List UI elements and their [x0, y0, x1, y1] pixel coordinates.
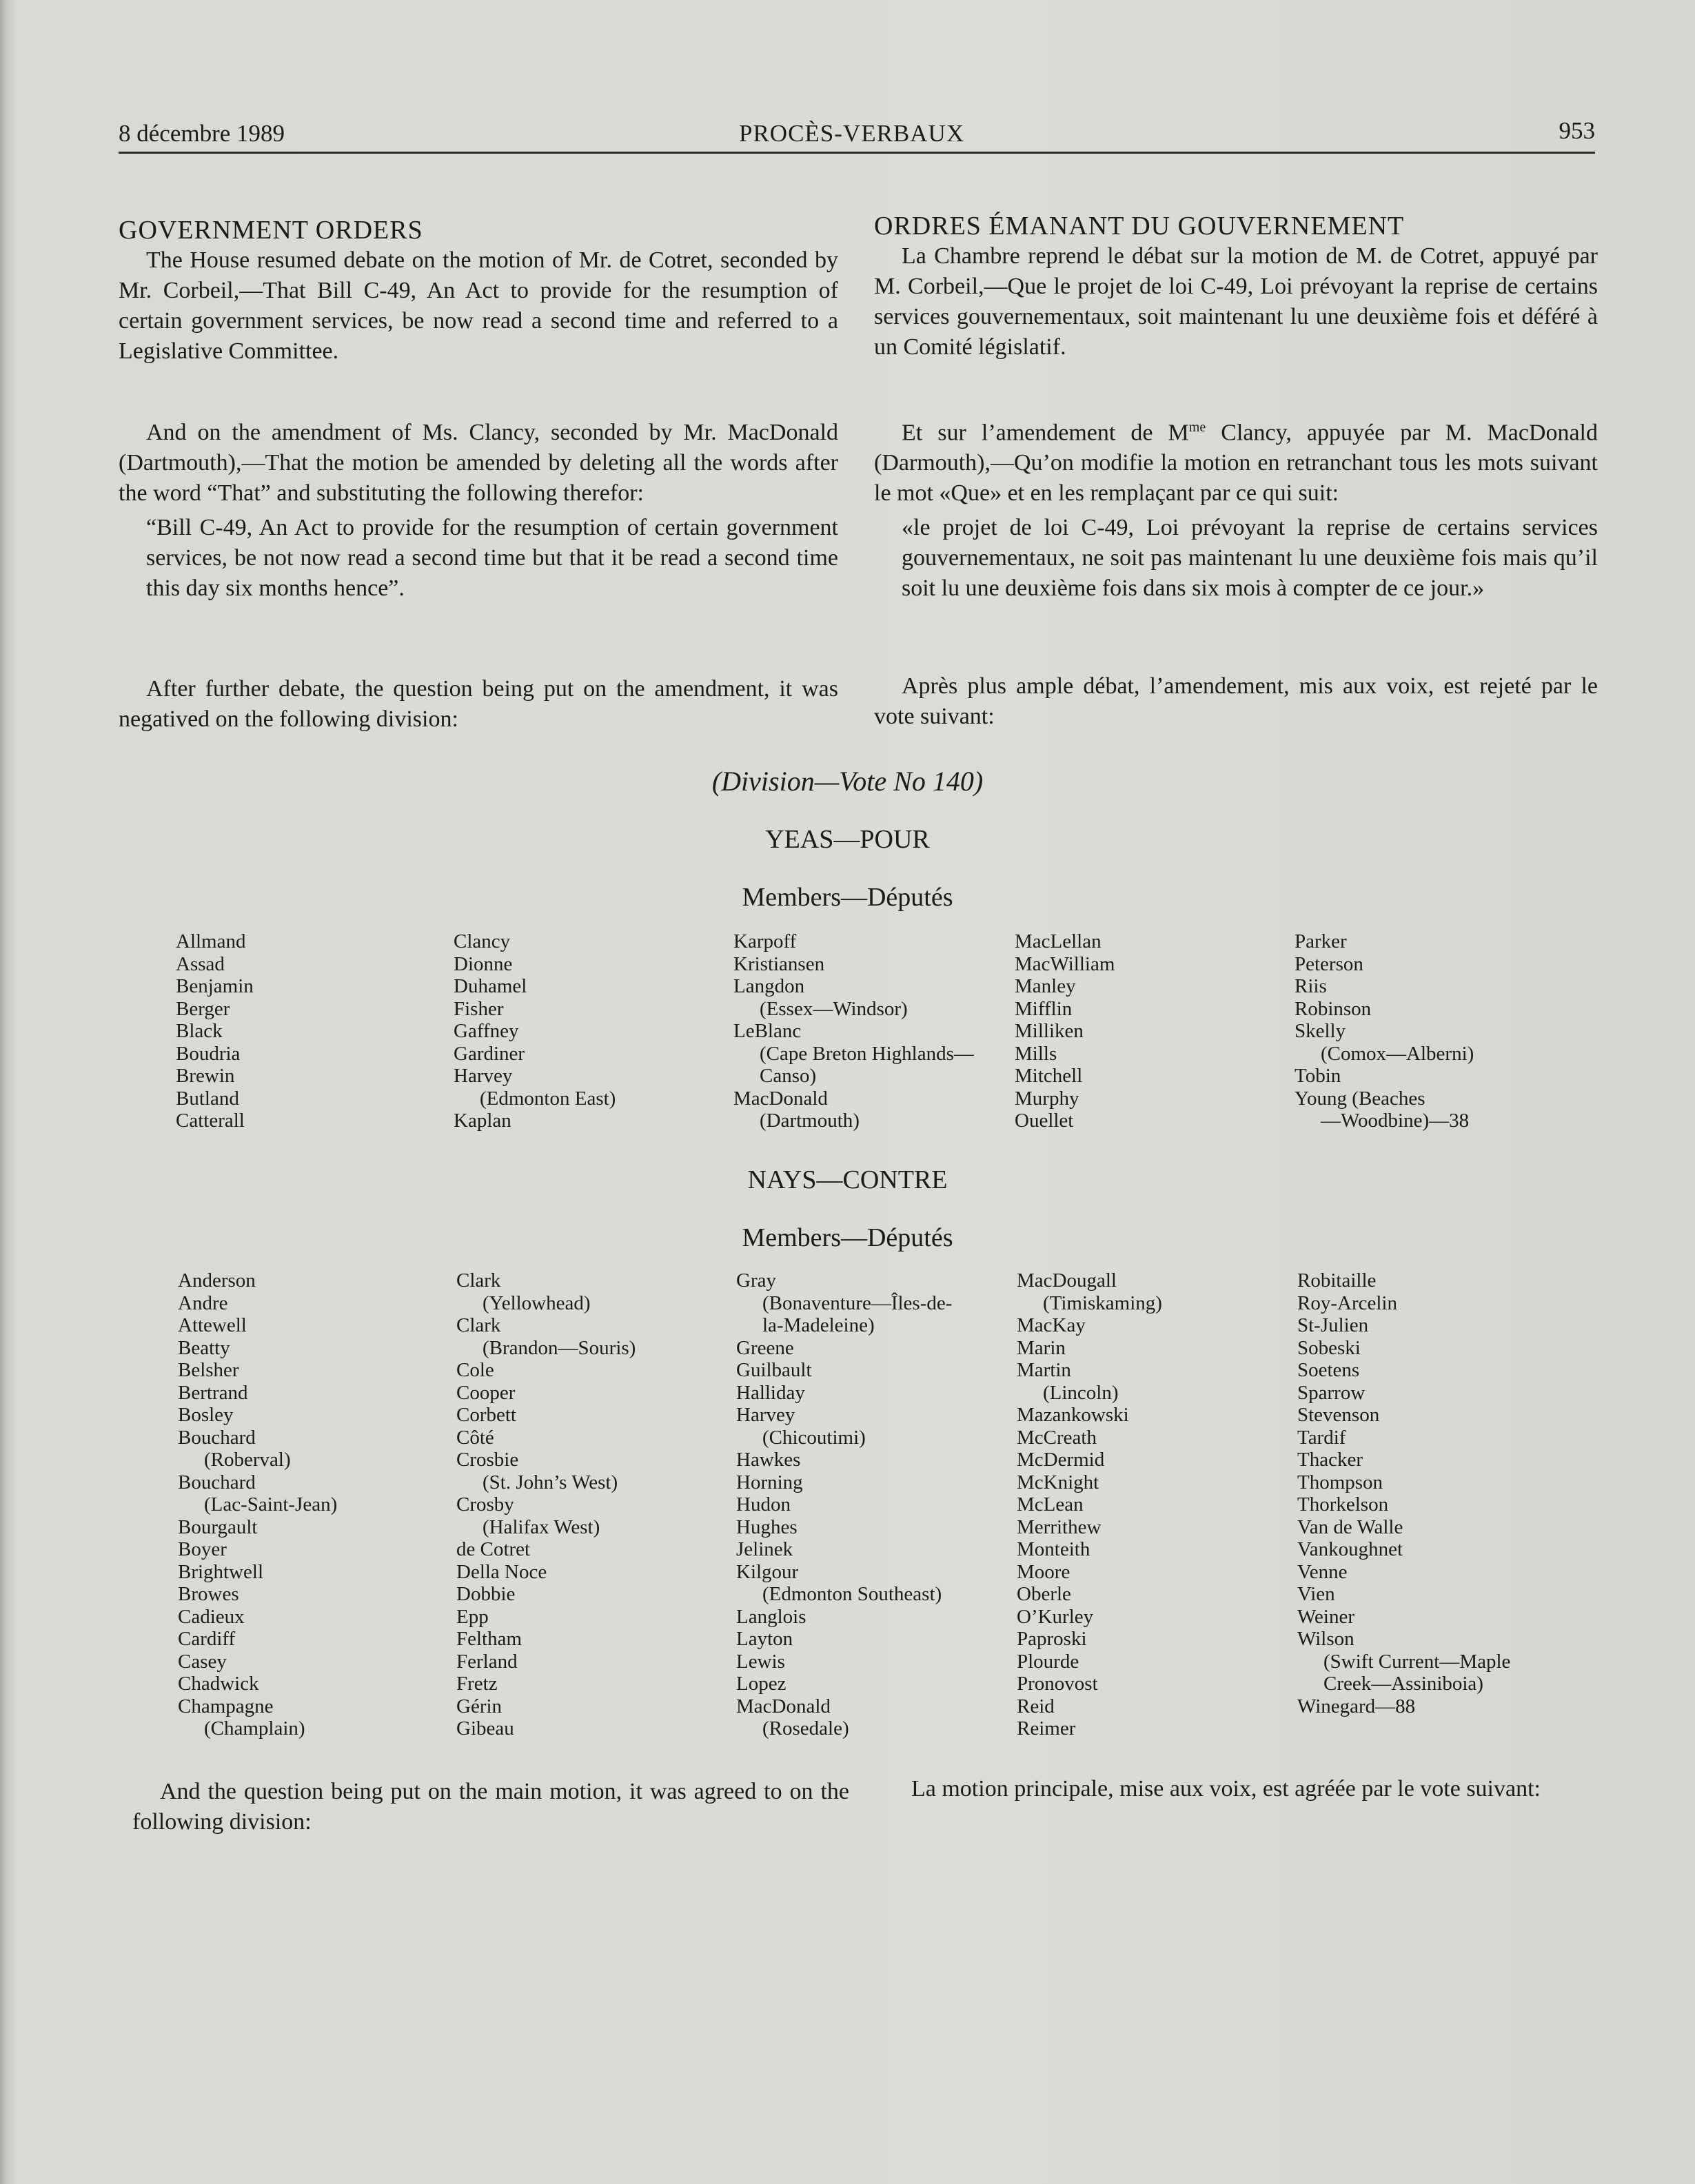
- member-name: Canso): [760, 1065, 817, 1087]
- member-name: McKnight: [1017, 1471, 1099, 1493]
- member-name: (Dartmouth): [760, 1110, 860, 1132]
- member-name: (Champlain): [204, 1717, 305, 1739]
- french-quote: «le projet de loi C-49, Loi prévoyant la reprise de certains services gouvernementaux, ne soit pas maintenant lu une deuxième fois mais qu’il soit lu une deuxième fois dans six mois à compter de ce jour.»: [902, 515, 1598, 602]
- member-name: Wilson: [1297, 1628, 1354, 1650]
- french-closing-block: [884, 1774, 1607, 1804]
- member-name: Winegard—88: [1297, 1695, 1416, 1717]
- member-name: Peterson: [1295, 952, 1363, 975]
- member-name: Lopez: [736, 1673, 786, 1695]
- yeas-column: [454, 930, 616, 1132]
- member-name: Harvey: [454, 1065, 513, 1087]
- member-name: Langlois: [736, 1605, 806, 1628]
- english-closing: And the question being put on the main motion, it was agreed to on the following division:: [132, 1779, 849, 1835]
- member-name: Merrithew: [1017, 1515, 1102, 1538]
- french-section-heading-block: [874, 211, 1598, 363]
- header-title: PROCÈS-VERBAUX: [739, 120, 965, 147]
- member-name: Tobin: [1295, 1065, 1341, 1087]
- member-name: Karpoff: [733, 930, 797, 952]
- member-name: Gray: [736, 1269, 776, 1292]
- member-name: Dobbie: [456, 1583, 516, 1605]
- nays-heading: NAYS—CONTRE: [747, 1165, 948, 1194]
- french-closing: La motion principale, mise aux voix, est agréée par le vote suivant:: [911, 1776, 1541, 1802]
- member-name: Harvey: [736, 1404, 795, 1426]
- member-name: Greene: [736, 1336, 794, 1359]
- member-name: Hughes: [736, 1515, 798, 1538]
- french-paragraph-1: La Chambre reprend le débat sur la motion de M. de Cotret, appuyé par M. Corbeil,—Que le projet de loi C-49, Loi prévoyant la reprise de certains services gouvernementaux, soit maintenant lu une deuxième fois et déféré à un Comité législatif.: [874, 243, 1598, 360]
- member-name: Thacker: [1297, 1449, 1363, 1471]
- member-name: Bourgault: [178, 1515, 258, 1538]
- member-name: Clark: [456, 1314, 501, 1336]
- member-name: Sobeski: [1297, 1336, 1361, 1359]
- member-name: Murphy: [1015, 1087, 1079, 1110]
- member-name: Hawkes: [736, 1449, 801, 1471]
- member-name: Weiner: [1297, 1605, 1355, 1628]
- member-name: O’Kurley: [1017, 1605, 1094, 1628]
- member-name: Pronovost: [1017, 1673, 1098, 1695]
- member-name: Ferland: [456, 1650, 518, 1673]
- member-name: Kristiansen: [733, 952, 825, 975]
- yeas-column: [1015, 930, 1115, 1132]
- member-name: Halliday: [736, 1381, 805, 1404]
- member-name: (Bonaventure—Îles-de-: [762, 1292, 953, 1314]
- french-p2-superscript: me: [1188, 420, 1206, 435]
- member-name: MacDonald: [733, 1087, 828, 1110]
- nays-column: [1017, 1269, 1162, 1740]
- nays-members-heading: Members—Députés: [742, 1223, 953, 1252]
- member-name: Tardif: [1297, 1426, 1346, 1449]
- french-heading: ORDRES ÉMANANT DU GOUVERNEMENT: [874, 212, 1405, 241]
- member-name: de Cotret: [456, 1538, 531, 1560]
- english-amendment-block: [119, 418, 838, 604]
- french-amendment-block: [874, 412, 1598, 604]
- member-name: (Essex—Windsor): [760, 997, 908, 1020]
- member-name: (Swift Current—Maple: [1323, 1650, 1511, 1673]
- member-name: Boyer: [178, 1538, 227, 1560]
- nays-column: [1297, 1269, 1510, 1717]
- member-name: Attewell: [178, 1314, 247, 1336]
- nays-column: [178, 1269, 337, 1740]
- member-name: la-Madeleine): [762, 1314, 875, 1336]
- member-name: Mitchell: [1015, 1065, 1083, 1087]
- member-name: Côté: [456, 1426, 494, 1449]
- member-name: Anderson: [178, 1269, 256, 1292]
- member-name: Gérin: [456, 1695, 503, 1717]
- member-name: Bertrand: [178, 1381, 248, 1404]
- member-name: Horning: [736, 1471, 803, 1493]
- member-name: MacKay: [1017, 1314, 1086, 1336]
- member-name: (Edmonton East): [480, 1087, 616, 1110]
- member-name: Milliken: [1015, 1020, 1084, 1042]
- member-name: —Woodbine)—38: [1321, 1110, 1470, 1132]
- member-name: Crosby: [456, 1493, 514, 1515]
- member-name: Riis: [1295, 975, 1327, 997]
- member-name: MacDougall: [1017, 1269, 1117, 1292]
- member-name: Berger: [176, 997, 230, 1020]
- member-name: Clark: [456, 1269, 501, 1292]
- member-name: Kaplan: [454, 1110, 511, 1132]
- member-name: (Chicoutimi): [762, 1426, 866, 1449]
- member-name: Skelly: [1295, 1020, 1346, 1042]
- member-name: Thorkelson: [1297, 1493, 1389, 1515]
- member-name: Boudria: [176, 1042, 241, 1065]
- english-paragraph-1: The House resumed debate on the motion of Mr. de Cotret, seconded by Mr. Corbeil,—That Bill C-49, An Act to provide for the resumption of certain government services, be now read a second time and referred to a Legislative Committee.: [119, 247, 838, 364]
- member-name: (Halifax West): [483, 1515, 600, 1538]
- member-name: Manley: [1015, 975, 1076, 997]
- member-name: Gaffney: [454, 1020, 519, 1042]
- member-name: Mifflin: [1015, 997, 1073, 1020]
- member-name: Andre: [178, 1292, 228, 1314]
- member-name: Beatty: [178, 1336, 230, 1359]
- nays-column: [456, 1269, 636, 1740]
- yeas-heading: YEAS—POUR: [765, 825, 930, 854]
- english-closing-block: [132, 1777, 849, 1837]
- english-section-heading-block: [119, 215, 838, 367]
- member-name: Hudon: [736, 1493, 791, 1515]
- page-header: [119, 110, 1595, 154]
- member-name: Gibeau: [456, 1717, 514, 1739]
- english-heading: GOVERNMENT ORDERS: [119, 216, 423, 245]
- member-name: (Brandon—Souris): [483, 1336, 636, 1359]
- yeas-column: [176, 930, 254, 1132]
- yeas-column: [1295, 930, 1474, 1132]
- member-name: Black: [176, 1020, 223, 1042]
- member-name: Creek—Assiniboia): [1323, 1673, 1483, 1695]
- member-name: Martin: [1017, 1359, 1071, 1381]
- member-name: Bouchard: [178, 1426, 256, 1449]
- member-name: Assad: [176, 952, 225, 975]
- english-paragraph-3: After further debate, the question being put on the amendment, it was negatived on the following division:: [119, 676, 838, 732]
- member-name: Brewin: [176, 1065, 235, 1087]
- member-name: (Cape Breton Highlands—: [760, 1042, 974, 1065]
- member-name: Roy-Arcelin: [1297, 1292, 1397, 1314]
- french-p2-end: Clancy, appuyée par M. MacDonald (Darmouth),—Qu’on modifie la motion en retranchant tous les mots suivant le mot «Que» et en les remplaçant par ce qui suit:: [874, 420, 1598, 507]
- member-name: Mazankowski: [1017, 1404, 1129, 1426]
- member-name: Layton: [736, 1628, 793, 1650]
- member-name: Feltham: [456, 1628, 522, 1650]
- member-name: St-Julien: [1297, 1314, 1369, 1336]
- member-name: Browes: [178, 1583, 239, 1605]
- member-name: Cooper: [456, 1381, 516, 1404]
- member-name: Monteith: [1017, 1538, 1090, 1560]
- member-name: (Rosedale): [762, 1717, 849, 1739]
- member-name: Dionne: [454, 952, 513, 975]
- member-name: Butland: [176, 1087, 239, 1110]
- member-name: Chadwick: [178, 1673, 259, 1695]
- member-name: Marin: [1017, 1336, 1066, 1359]
- member-name: Reimer: [1017, 1717, 1076, 1739]
- member-name: Della Noce: [456, 1560, 547, 1583]
- member-name: Young (Beaches: [1295, 1087, 1425, 1110]
- member-name: MacDonald: [736, 1695, 831, 1717]
- member-name: Epp: [456, 1605, 489, 1628]
- member-name: Parker: [1295, 930, 1347, 952]
- member-name: Oberle: [1017, 1583, 1071, 1605]
- member-name: Sparrow: [1297, 1381, 1366, 1404]
- member-name: (Lincoln): [1043, 1381, 1119, 1404]
- member-name: Cole: [456, 1359, 494, 1381]
- member-name: (Roberval): [204, 1449, 291, 1471]
- member-name: Bouchard: [178, 1471, 256, 1493]
- header-date: 8 décembre 1989: [119, 120, 285, 147]
- member-name: (Edmonton Southeast): [762, 1583, 942, 1605]
- member-name: Fisher: [454, 997, 504, 1020]
- member-name: Allmand: [176, 930, 246, 952]
- member-name: Benjamin: [176, 975, 254, 997]
- english-paragraph-2: And on the amendment of Ms. Clancy, seconded by Mr. MacDonald (Dartmouth),—That the motion be amended by deleting all the words after the word “That” and substituting the following therefor:: [119, 420, 838, 506]
- member-name: Bosley: [178, 1404, 234, 1426]
- member-name: Paproski: [1017, 1628, 1087, 1650]
- english-division-intro: [119, 674, 838, 735]
- member-name: Thompson: [1297, 1471, 1383, 1493]
- member-name: Jelinek: [736, 1538, 793, 1560]
- member-name: Lewis: [736, 1650, 785, 1673]
- division-title: (Division—Vote No 140): [711, 766, 984, 797]
- member-name: Moore: [1017, 1560, 1070, 1583]
- member-name: Soetens: [1297, 1359, 1360, 1381]
- member-name: McCreath: [1017, 1426, 1097, 1449]
- member-name: Robinson: [1295, 997, 1372, 1020]
- member-name: (Lac-Saint-Jean): [204, 1493, 338, 1515]
- member-name: Vien: [1297, 1583, 1335, 1605]
- nays-column: [736, 1269, 952, 1740]
- member-name: Guilbault: [736, 1359, 812, 1381]
- member-name: Clancy: [454, 930, 511, 952]
- member-name: Casey: [178, 1650, 227, 1673]
- french-p2-start: Et sur l’amendement de M: [902, 420, 1189, 446]
- member-name: Belsher: [178, 1359, 239, 1381]
- member-name: Champagne: [178, 1695, 274, 1717]
- yeas-column: [733, 930, 974, 1132]
- yeas-members-heading: Members—Députés: [742, 883, 953, 912]
- member-name: Corbett: [456, 1404, 516, 1426]
- member-name: Mills: [1015, 1042, 1057, 1065]
- member-name: (Timiskaming): [1043, 1292, 1162, 1314]
- member-name: MacLellan: [1015, 930, 1102, 952]
- member-name: Kilgour: [736, 1560, 799, 1583]
- member-name: (Comox—Alberni): [1321, 1042, 1474, 1065]
- member-name: Catterall: [176, 1110, 245, 1132]
- member-name: Venne: [1297, 1560, 1348, 1583]
- member-name: Robitaille: [1297, 1269, 1377, 1292]
- member-name: Fretz: [456, 1673, 498, 1695]
- page-number: 953: [1559, 117, 1595, 144]
- member-name: LeBlanc: [733, 1020, 802, 1042]
- member-name: Crosbie: [456, 1449, 519, 1471]
- member-name: (Yellowhead): [483, 1292, 591, 1314]
- member-name: Duhamel: [454, 975, 527, 997]
- member-name: Brightwell: [178, 1560, 264, 1583]
- member-name: Gardiner: [454, 1042, 525, 1065]
- member-name: McDermid: [1017, 1449, 1105, 1471]
- member-name: (St. John’s West): [483, 1471, 618, 1493]
- english-quote: “Bill C-49, An Act to provide for the resumption of certain government services, be not now read a second time but that it be read a second time this day six months hence”.: [146, 515, 838, 601]
- member-name: Reid: [1017, 1695, 1055, 1717]
- french-paragraph-2: [874, 412, 1598, 509]
- member-name: Langdon: [733, 975, 805, 997]
- member-name: Ouellet: [1015, 1110, 1074, 1132]
- french-paragraph-3: Après plus ample débat, l’amendement, mis aux voix, est rejeté par le vote suivant:: [874, 673, 1598, 729]
- member-name: Vankoughnet: [1297, 1538, 1403, 1560]
- member-name: Stevenson: [1297, 1404, 1380, 1426]
- member-name: MacWilliam: [1015, 952, 1115, 975]
- member-name: McLean: [1017, 1493, 1084, 1515]
- member-name: Cardiff: [178, 1628, 236, 1650]
- member-name: Cadieux: [178, 1605, 245, 1628]
- member-name: Van de Walle: [1297, 1515, 1403, 1538]
- member-name: Plourde: [1017, 1650, 1079, 1673]
- french-division-intro: [874, 671, 1598, 732]
